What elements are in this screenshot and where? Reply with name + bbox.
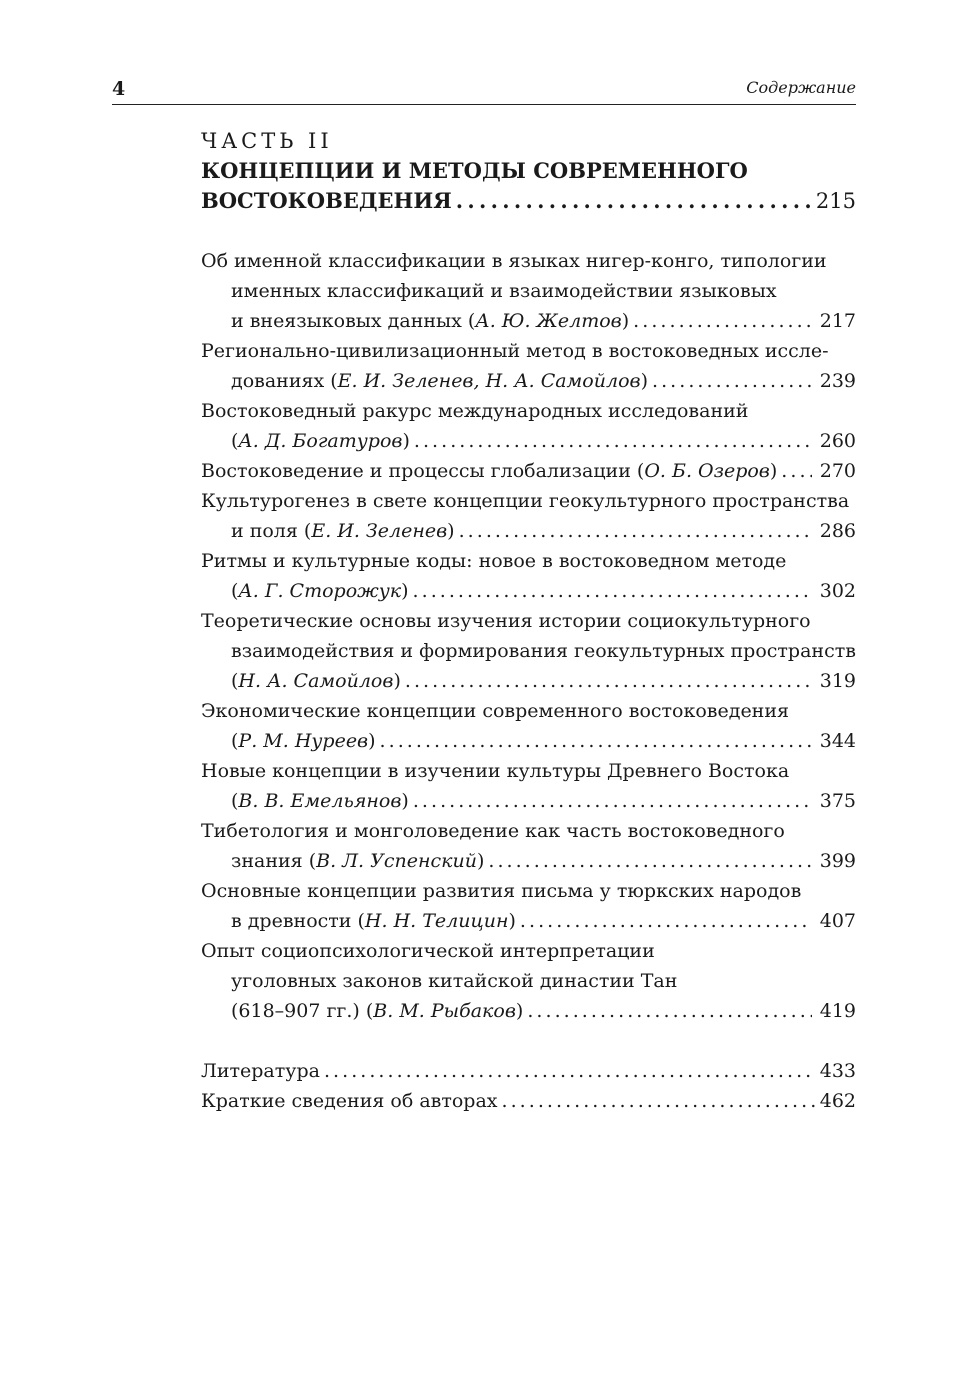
entry-author: А. Ю. Желтов xyxy=(475,310,622,332)
toc-entry[interactable] xyxy=(201,876,856,936)
entry-last-line xyxy=(201,996,856,1026)
entry-title-line: Новые концепции в изучении культуры Древнего Востока xyxy=(201,760,790,782)
entry-author: Е. И. Зеленев xyxy=(311,520,448,542)
entry-title-tail xyxy=(231,846,484,876)
entry-last-line xyxy=(201,846,856,876)
entry-last-line xyxy=(201,906,856,936)
entry-page-number: 302 xyxy=(819,580,856,602)
entry-title-line: Опыт социопсихологической интерпретации xyxy=(201,940,655,962)
entry-title-line: Об именной классификации в языках нигер-конго, типологии xyxy=(201,250,827,272)
entry-title-line: уголовных законов китайской династии Тан xyxy=(231,970,678,992)
entry-author: Н. А. Самойлов xyxy=(238,670,394,692)
entry-page-number: 399 xyxy=(819,850,856,872)
toc-entry[interactable] xyxy=(201,486,856,546)
entry-last-line xyxy=(201,726,856,756)
entry-title-line: Тибетология и монголоведение как часть востоковедного xyxy=(201,820,785,842)
entry-paren-close: ) xyxy=(640,370,649,392)
toc-entry[interactable] xyxy=(201,456,856,486)
leader-dots xyxy=(520,906,812,936)
leader-dots xyxy=(380,726,812,756)
entry-paren-close: ) xyxy=(447,520,455,542)
running-title: Содержание xyxy=(746,78,856,97)
entry-paren-close: ) xyxy=(401,580,409,602)
entry-title-text: ( xyxy=(231,730,239,752)
entry-title-tail xyxy=(231,666,401,696)
entry-title-tail xyxy=(231,726,376,756)
entry-page-number: 239 xyxy=(819,370,856,392)
entry-title-tail xyxy=(231,426,410,456)
entry-title-text: и поля ( xyxy=(231,520,312,542)
toc-entry[interactable] xyxy=(201,246,856,336)
entry-author: Н. Н. Телицин xyxy=(364,910,509,932)
leader-dots xyxy=(459,516,812,546)
toc-entry[interactable] xyxy=(201,816,856,876)
toc-entry[interactable] xyxy=(201,336,856,396)
entry-last-line xyxy=(201,516,856,546)
back-matter-page: 462 xyxy=(819,1090,856,1112)
entry-paren-close: ) xyxy=(621,310,630,332)
entry-paren-close: ) xyxy=(769,460,778,482)
entry-last-line xyxy=(201,366,856,396)
entry-paren-close: ) xyxy=(393,670,401,692)
entry-title-line: взаимодействия и формирования геокультурных пространств xyxy=(231,640,856,662)
toc-entry[interactable] xyxy=(201,936,856,1026)
entry-title-text: Востоковедение и процессы глобализации ( xyxy=(201,460,645,482)
entry-last-line xyxy=(201,786,856,816)
part-title-line2: ВОСТОКОВЕДЕНИЯ xyxy=(201,188,452,213)
leader-dots xyxy=(324,1056,816,1086)
entry-title-tail xyxy=(231,516,455,546)
back-matter-title: Краткие сведения об авторах xyxy=(201,1090,498,1112)
entry-title-tail xyxy=(231,366,648,396)
toc-entry[interactable] xyxy=(201,696,856,756)
entry-page-number: 319 xyxy=(819,670,856,692)
leader-dots xyxy=(413,786,812,816)
table-of-contents xyxy=(201,122,856,1116)
entry-last-line xyxy=(201,426,856,456)
entry-page-number: 344 xyxy=(819,730,856,752)
entry-title-tail xyxy=(231,576,409,606)
leader-dots xyxy=(633,306,812,336)
entry-title-line: Востоковедный ракурс международных исследований xyxy=(201,400,749,422)
entry-title-text: дованиях ( xyxy=(231,370,338,392)
entry-title-tail xyxy=(231,786,409,816)
entry-author: О. Б. Озеров xyxy=(644,460,770,482)
entry-author: В. Л. Успенский xyxy=(316,850,477,872)
back-matter-page: 433 xyxy=(819,1060,856,1082)
leader-dots xyxy=(413,576,812,606)
entry-author: А. Д. Богатуров xyxy=(238,430,403,452)
entry-title-text: в древности ( xyxy=(231,910,365,932)
entry-author: Р. М. Нуреев xyxy=(238,730,369,752)
entry-paren-close: ) xyxy=(402,430,410,452)
back-matter-title: Литература xyxy=(201,1060,320,1082)
entry-author: В. М. Рыбаков xyxy=(373,1000,516,1022)
part-title-row xyxy=(201,186,856,216)
entry-author: В. В. Емельянов xyxy=(238,790,402,812)
entry-title-line: Экономические концепции современного востоковедения xyxy=(201,700,789,722)
running-header xyxy=(112,72,856,105)
back-matter-entry[interactable] xyxy=(201,1056,856,1086)
entry-last-line xyxy=(201,456,856,486)
toc-entry[interactable] xyxy=(201,396,856,456)
entry-title-text: знания ( xyxy=(231,850,317,872)
entry-title-line: Регионально-цивилизационный метод в востоковедных иссле- xyxy=(201,340,829,362)
entry-title-tail xyxy=(231,906,516,936)
entry-paren-close: ) xyxy=(368,730,376,752)
page-number: 4 xyxy=(112,78,126,100)
leader-dots xyxy=(414,426,812,456)
part-title-line1: КОНЦЕПЦИИ И МЕТОДЫ СОВРЕМЕННОГО xyxy=(201,158,748,183)
leader-dots xyxy=(488,846,812,876)
entry-last-line xyxy=(201,666,856,696)
entry-page-number: 419 xyxy=(819,1000,856,1022)
back-matter-entry[interactable] xyxy=(201,1086,856,1116)
part-label: ЧАСТЬ II xyxy=(201,129,333,153)
leader-dots xyxy=(781,456,812,486)
entry-title-line: Основные концепции развития письма у тюркских народов xyxy=(201,880,802,902)
leader-dots xyxy=(652,366,812,396)
entry-title-line: Культурогенез в свете концепции геокультурного пространства xyxy=(201,490,850,512)
toc-entry[interactable] xyxy=(201,606,856,696)
entry-author: Е. И. Зеленев, Н. А. Самойлов xyxy=(337,370,641,392)
entry-page-number: 217 xyxy=(819,310,856,332)
entry-page-number: 270 xyxy=(819,460,856,482)
entry-paren-close: ) xyxy=(476,850,485,872)
toc-entry[interactable] xyxy=(201,546,856,606)
toc-entry[interactable] xyxy=(201,756,856,816)
entry-title-tail xyxy=(231,306,629,336)
entry-title-line: Теоретические основы изучения истории социокультурного xyxy=(201,610,811,632)
leader-dots xyxy=(527,996,812,1026)
part-page: 215 xyxy=(815,189,856,213)
entry-title-text: (618–907 гг.) ( xyxy=(231,1000,374,1022)
entry-paren-close: ) xyxy=(515,1000,524,1022)
entry-title-line: Ритмы и культурные коды: новое в востоковедном методе xyxy=(201,550,787,572)
leader-dots xyxy=(502,1086,816,1116)
entry-title-text: ( xyxy=(231,580,239,602)
back-matter-list xyxy=(201,1056,856,1116)
entry-paren-close: ) xyxy=(401,790,409,812)
entry-title-line: именных классификаций и взаимодействии языковых xyxy=(231,280,777,302)
entry-title-text: и внеязыковых данных ( xyxy=(231,310,476,332)
entry-title-text: ( xyxy=(231,790,239,812)
entry-page-number: 375 xyxy=(819,790,856,812)
entry-page-number: 260 xyxy=(819,430,856,452)
entry-paren-close: ) xyxy=(508,910,516,932)
entry-last-line xyxy=(201,306,856,336)
entry-title-text: ( xyxy=(231,670,239,692)
entry-author: А. Г. Сторожук xyxy=(238,580,402,602)
entry-title-text: ( xyxy=(231,430,239,452)
entry-title-tail xyxy=(231,996,523,1026)
entry-page-number: 286 xyxy=(819,520,856,542)
entries-list xyxy=(201,246,856,1026)
entry-title-tail xyxy=(201,456,777,486)
entry-last-line xyxy=(201,576,856,606)
leader-dots xyxy=(456,186,812,216)
leader-dots xyxy=(405,666,812,696)
entry-page-number: 407 xyxy=(819,910,856,932)
